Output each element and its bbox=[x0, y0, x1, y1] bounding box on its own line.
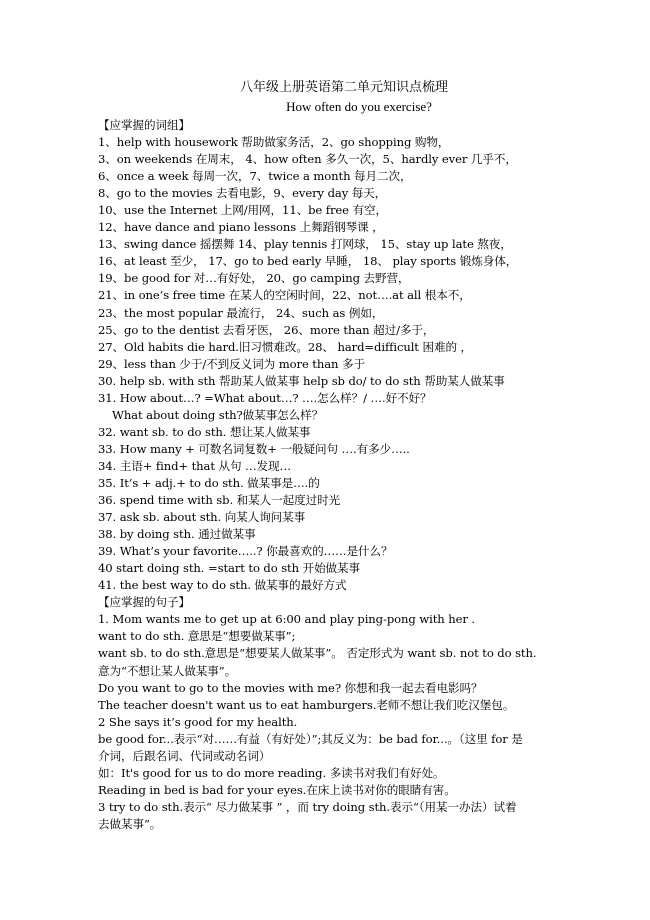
text-line: 8、go to the movies 去看电影，9、every day 每天， bbox=[98, 186, 387, 201]
text-line: 39. What’s your favorite…..? 你最喜欢的……是什么？ bbox=[98, 544, 393, 559]
document-body bbox=[98, 117, 560, 833]
text-line: 32. want sb. to do sth. 想让某人做某事 bbox=[98, 424, 311, 439]
text-line: 23、the most popular 最流行， 24、such as 例如， bbox=[98, 305, 384, 320]
text-line: want sb. to do sth.意思是“想要某人做某事”。 否定形式为 want sb. not to do sth. bbox=[98, 646, 537, 661]
section-heading: 【应掌握的词组】 bbox=[98, 118, 190, 132]
text-line: 40 start doing sth. =start to do sth 开始做某事 bbox=[98, 561, 361, 576]
text-line: Reading in bed is bad for your eyes.在床上读书对你的眼睛有害。 bbox=[98, 782, 456, 797]
text-line: 34. 主语+ find+ that 从句 …发现… bbox=[98, 458, 292, 473]
document-title: 八年级上册英语第二单元知识点梳理 bbox=[239, 80, 448, 95]
text-line: 37. ask sb. about sth. 向某人询问某事 bbox=[98, 510, 306, 525]
text-line: 27、Old habits die hard.旧习惯难改。28、 hard=difficult 困难的 ， bbox=[98, 339, 473, 354]
text-line: 13、swing dance 摇摆舞 14、play tennis 打网球， 15、stay up late 熬夜， bbox=[98, 237, 512, 252]
section-heading: 【应掌握的句子】 bbox=[98, 595, 190, 610]
text-line: 12、have dance and piano lessons 上舞蹈钢琴课 ， bbox=[98, 220, 384, 235]
text-line: 2 She says it’s good for my health. bbox=[98, 714, 298, 729]
text-line: 意为“不想让某人做某事”。 bbox=[98, 663, 237, 678]
text-line: 36. spend time with sb. 和某人一起度过时光 bbox=[98, 493, 341, 508]
text-line: 1. Mom wants me to get up at 6:00 and play ping-pong with her . bbox=[98, 612, 475, 627]
text-line: 41. the best way to do sth. 做某事的最好方式 bbox=[98, 578, 347, 593]
text-line: 去做某事”。 bbox=[98, 816, 162, 831]
text-line: 31. How about…? =What about…? ….怎么样？/ ….好不好？ bbox=[98, 390, 432, 405]
text-line: want to do sth. 意思是“想要做某事”; bbox=[98, 629, 296, 644]
text-line: What about doing sth?做某事怎么样？ bbox=[112, 407, 324, 422]
text-line: 1、help with housework 帮助做家务活，2、go shopping 购物， bbox=[98, 135, 450, 150]
document-subtitle: How often do you exercise? bbox=[286, 99, 432, 114]
text-line: 16、at least 至少， 17、go to bed early 早睡， 18、 play sports 锻炼身体， bbox=[98, 254, 518, 269]
text-line: 21、in one’s free time 在某人的空闲时间，22、not….at all 根本不， bbox=[98, 288, 471, 303]
text-line: be good for...表示“对……有益（有好处）”;其反义为：be bad for...。（这里 for 是 bbox=[98, 731, 523, 746]
text-line: 35. It’s + adj.+ to do sth. 做某事是….的 bbox=[98, 475, 320, 490]
text-line: 如：It's good for us to do more reading. 多读书对我们有好处。 bbox=[98, 765, 445, 780]
text-line: 33. How many + 可数名词复数+ 一般疑问句 ….有多少….. bbox=[98, 441, 410, 456]
text-line: 6、once a week 每周一次，7、twice a month 每月二次， bbox=[98, 169, 412, 184]
text-line: 3、on weekends 在周末， 4、how often 多久一次，5、hardly ever 几乎不， bbox=[98, 152, 517, 167]
text-line: 25、go to the dentist 去看牙医， 26、more than 超过/多于， bbox=[98, 322, 435, 337]
text-line: 38. by doing sth. 通过做某事 bbox=[98, 527, 256, 542]
text-line: 介词，后跟名词、代词或动名词） bbox=[98, 748, 271, 763]
text-line: 3 try to do sth.表示“ 尽力做某事 ” ，而 try doing sth.表示“（用某一办法）试着 bbox=[98, 799, 517, 814]
text-line: The teacher doesn't want us to eat hamburgers.老师不想让我们吃汉堡包。 bbox=[98, 697, 515, 712]
text-line: Do you want to go to the movies with me? 你想和我一起去看电影吗？ bbox=[98, 680, 483, 695]
text-line: 29、less than 少于/不到反义词为 more than 多于 bbox=[98, 356, 365, 371]
text-line: 30. help sb. with sth 帮助某人做某事 help sb do/ to do sth 帮助某人做某事 bbox=[98, 373, 505, 388]
text-line: 19、be good for 对…有好处， 20、go camping 去野营， bbox=[98, 271, 410, 286]
text-line: 10、use the Internet 上网/用网，11、be free 有空， bbox=[98, 203, 387, 218]
